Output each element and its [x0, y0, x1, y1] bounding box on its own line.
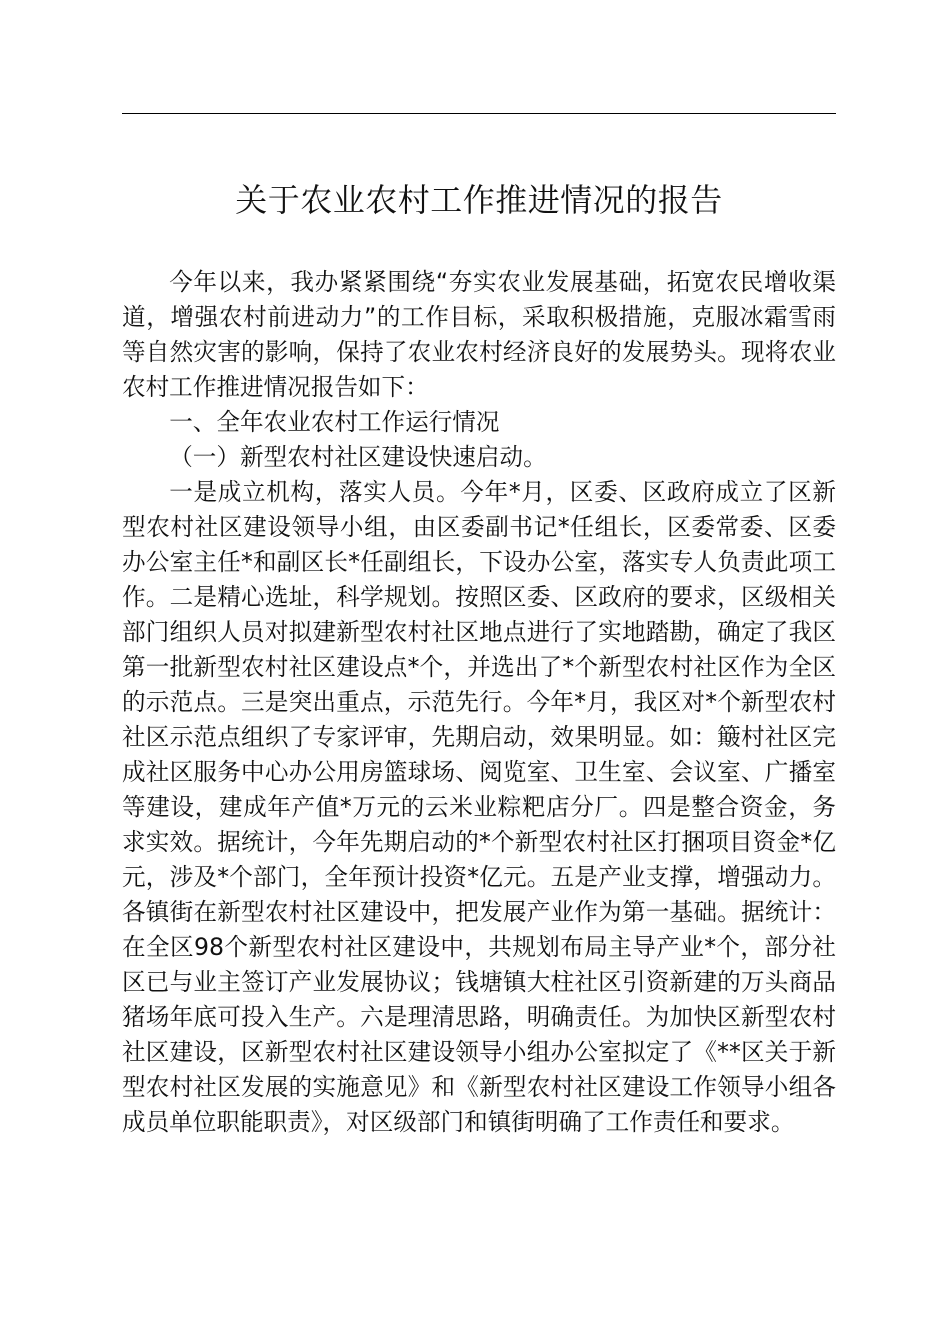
document-body: [122, 265, 836, 1140]
document-title: 关于农业农村工作推进情况的报告: [235, 181, 723, 219]
subsection-heading: （一）新型农村社区建设快速启动。: [169, 443, 547, 471]
body-paragraph: 一是成立机构，落实人员。今年*月，区委、区政府成立了区新型农村社区建设领导小组，由区委副书记*任组长，区委常委、区委办公室主任*和副区长*任副组长，下设办公室，落实专人负责此项工作。二是精心选址，科学规划。按照区委、区政府的要求，区级相关部门组织人员对拟建新型农村社区地点进行了实地踏勘，确定了我区第一批新型农村社区建设点*个，并选出了*个新型农村社区作为全区的示范点。三是突出重点，示范先行。今年*月，我区对*个新型农村社区示范点组织了专家评审，先期启动，效果明显。如：簸村社区完成社区服务中心办公用房篮球场、阅览室、卫生室、会议室、广播室等建设，建成年产值*万元的云米业粽粑店分厂。四是整合资金，务求实效。据统计，今年先期启动的*个新型农村社区打捆项目资金*亿元，涉及*个部门，全年预计投资*亿元。五是产业支撑，增强动力。各镇街在新型农村社区建设中，把发展产业作为第一基础。据统计：在全区98个新型农村社区建设中，共规划布局主导产业*个，部分社区已与业主签订产业发展协议；钱塘镇大柱社区引资新建的万头商品猪场年底可投入生产。六是理清思路，明确责任。为加快区新型农村社区建设，区新型农村社区建设领导小组办公室拟定了《**区关于新型农村社区发展的实施意见》和《新型农村社区建设工作领导小组各成员单位职能职责》，对区级部门和镇街明确了工作责任和要求。: [122, 478, 836, 1136]
header-rule: [122, 113, 836, 114]
intro-paragraph: 今年以来，我办紧紧围绕“夯实农业发展基础，拓宽农民增收渠道，增强农村前进动力”的工作目标，采取积极措施，克服冰霜雪雨等自然灾害的影响，保持了农业农村经济良好的发展势头。现将农业农村工作推进情况报告如下：: [122, 268, 836, 401]
section-heading: 一、全年农业农村工作运行情况: [169, 408, 500, 436]
